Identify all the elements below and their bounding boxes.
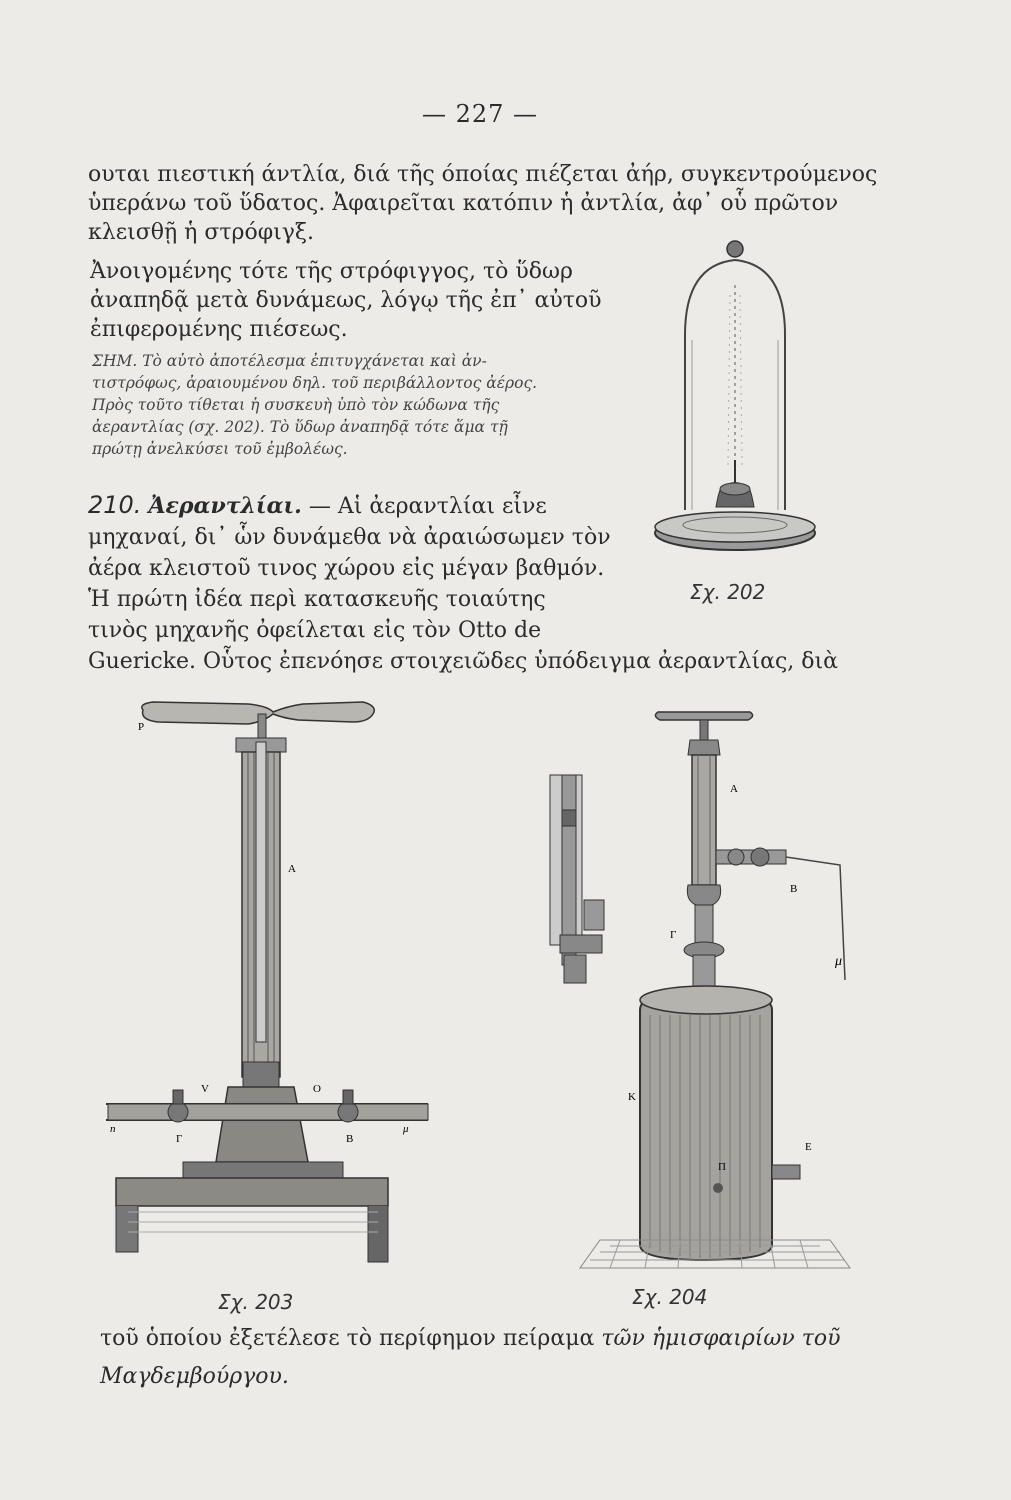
note-line: Πρὸς τοῦτο τίθεται ἡ συσκευὴ ὑπὸ τὸν κώδωνα τῆς <box>92 396 500 414</box>
note-line: πρώτῃ ἀνελκύσει τοῦ ἐμβολέως. <box>92 440 348 458</box>
section-number: 210. <box>88 491 142 519</box>
fig203-label-g: Γ <box>176 1133 183 1145</box>
text-line: Ἀνοιγομένης τότε τῆς στρόφιγγος, τὸ ὕδωρ <box>90 259 573 284</box>
fig203-label-a: A <box>288 863 296 875</box>
fig204-label-g: Γ <box>670 929 677 941</box>
text-line: τινὸς μηχανῆς ὀφείλεται εἰς τὸν Otto de <box>88 618 542 643</box>
figure-202-bell-jar <box>650 235 825 575</box>
fig204-label-k: K <box>628 1091 636 1103</box>
note-line: ἀεραντλίας (σχ. 202). Τὸ ὕδωρ ἀναπηδᾷ τότε ἅμα τῇ <box>92 418 508 436</box>
page-number: — 227 — <box>421 100 539 128</box>
text-line: ἐπιφερομένης πιέσεως. <box>90 317 348 342</box>
fig203-label-b: B <box>346 1133 354 1145</box>
figure-203-air-pump <box>98 692 438 1292</box>
fig204-label-a: A <box>730 783 738 795</box>
text-line: μηχαναί, δι᾽ ὧν δυνάμεθα νὰ ἀραιώσωμεν τὸν <box>88 525 611 550</box>
figure-204-air-pump <box>540 700 870 1275</box>
note-line: ΣΗΜ. Τὸ αὐτὸ ἀποτέλεσμα ἐπιτυγχάνεται καὶ ἀν- <box>92 352 487 370</box>
fig203-label-m: μ <box>403 1123 409 1135</box>
bottom-paragraph <box>100 1320 841 1396</box>
bottom-line-1-italic: τῶν ἡμισφαιρίων τοῦ <box>601 1326 841 1351</box>
text-line: Μαγδεμβούργου. <box>100 1364 289 1389</box>
top-paragraph <box>88 160 877 247</box>
fig204-label-m: μ <box>835 954 843 969</box>
note-line: τιστρόφως, ἀραιουμένου δηλ. τοῦ περιβάλλοντος ἀέρος. <box>92 374 538 392</box>
paragraph-2 <box>90 257 602 344</box>
text-line: ἀναπηδᾷ μετὰ δυνάμεως, λόγῳ τῆς ἐπ᾽ αὐτοῦ <box>90 288 602 313</box>
text-line: ὑπεράνω τοῦ ὕδατος. Ἀφαιρεῖται κατόπιν ἡ ἀντλία, ἀφ᾽ οὗ πρῶτον <box>88 191 839 216</box>
fig203-label-p: P <box>138 721 145 733</box>
figure-202-caption: Σχ. 202 <box>690 580 766 604</box>
text-line: — Αἱ ἀεραντλίαι εἶνε <box>308 494 547 519</box>
text-line: Guericke. Οὗτος ἐπενόησε στοιχειῶδες ὑπόδειγμα ἀεραντλίας, διὰ <box>88 649 838 674</box>
text-line: ουται πιεστική άντλία, διά τῆς όποίας πιέζεται ἀήρ, συγκεντρούμενος <box>88 162 878 187</box>
fig203-label-v: V <box>201 1083 209 1095</box>
fig204-label-e: E <box>805 1141 812 1153</box>
fig204-label-b: B <box>790 883 798 895</box>
figure-203-caption: Σχ. 203 <box>218 1290 294 1314</box>
text-line: ἀέρα κλειστοῦ τινος χώρου εἰς μέγαν βαθμόν. <box>88 556 605 581</box>
bottom-line-1-upright: τοῦ ὁποίου ἐξετέλεσε τὸ περίφημον πείραμα <box>100 1326 595 1351</box>
fig203-label-n: n <box>110 1123 116 1135</box>
text-line: Ἡ πρώτη ἰδέα περὶ κατασκευῆς τοιαύτης <box>88 587 546 612</box>
section-title: Ἀεραντλίαι. <box>148 493 302 519</box>
note-paragraph <box>92 350 537 460</box>
figure-204-caption: Σχ. 204 <box>632 1285 708 1309</box>
text-line <box>100 1320 841 1358</box>
fig203-label-o: O <box>313 1083 321 1095</box>
fig204-label-p: Π <box>718 1161 726 1173</box>
text-line: κλεισθῇ ἡ στρόφιγξ. <box>88 220 314 245</box>
